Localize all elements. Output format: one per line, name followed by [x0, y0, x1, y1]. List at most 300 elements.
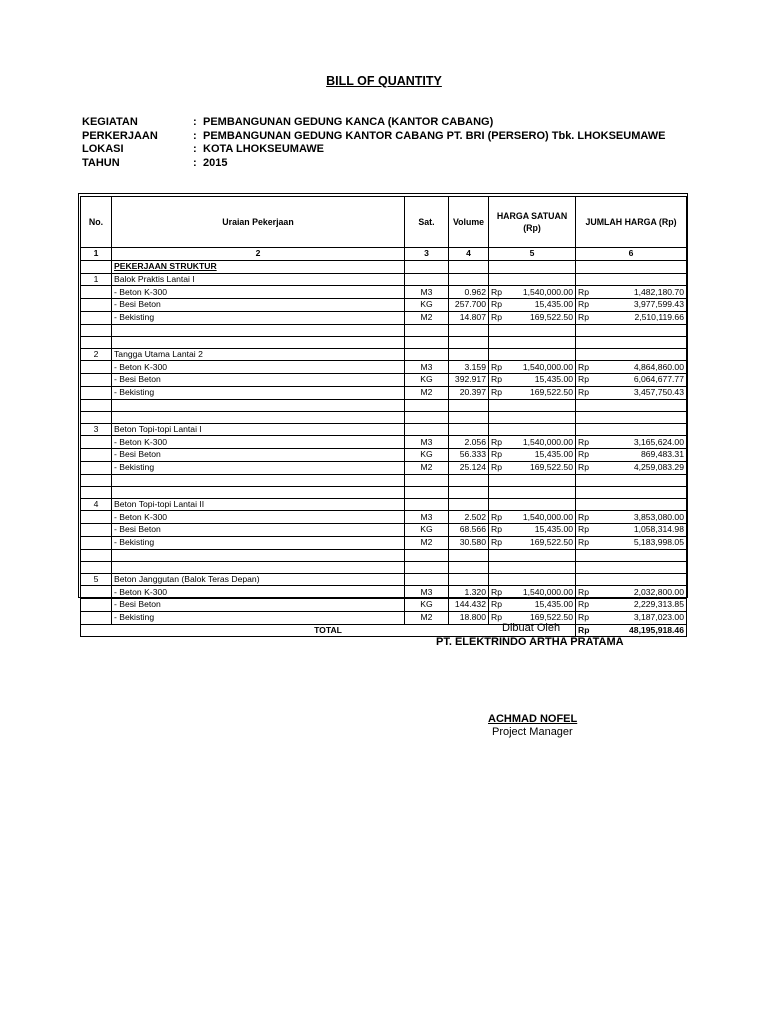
meta-value: PEMBANGUNAN GEDUNG KANCA (KANTOR CABANG): [203, 116, 494, 128]
item-unit: M3: [405, 586, 449, 599]
meta-row-lokasi: [82, 143, 665, 157]
item-unit-price: 169,522.50: [506, 536, 576, 549]
document-title: BILL OF QUANTITY: [326, 74, 442, 88]
empty-cell: [81, 561, 112, 573]
price-currency: Rp: [489, 386, 506, 399]
table-row: [81, 286, 687, 299]
item-unit: M3: [405, 361, 449, 374]
total-currency: Rp: [576, 311, 592, 324]
col-number: 5: [489, 248, 576, 261]
empty-cell: [506, 474, 576, 486]
empty-cell: [506, 348, 576, 361]
spacer-row: [81, 324, 687, 336]
empty-cell: [81, 374, 112, 387]
empty-cell: [506, 549, 576, 561]
empty-cell: [592, 260, 687, 273]
item-description: - Bekisting: [112, 461, 405, 474]
header-harga-line1: HARGA SATUAN: [496, 211, 568, 221]
item-description: - Beton K-300: [112, 436, 405, 449]
empty-cell: [81, 361, 112, 374]
price-currency: Rp: [489, 299, 506, 312]
table-row: [81, 386, 687, 399]
meta-row-tahun: [82, 157, 665, 171]
price-currency: Rp: [489, 461, 506, 474]
empty-cell: [576, 423, 592, 436]
group-number: 2: [81, 348, 112, 361]
group-name: Beton Topi-topi Lantai I: [112, 423, 405, 436]
empty-cell: [576, 399, 592, 411]
item-total-price: 1,482,180.70: [592, 286, 687, 299]
empty-cell: [81, 411, 112, 423]
item-unit-price: 169,522.50: [506, 611, 576, 624]
col-number: 3: [405, 248, 449, 261]
item-description: - Bekisting: [112, 536, 405, 549]
item-description: - Bekisting: [112, 611, 405, 624]
item-volume: 144.432: [449, 599, 489, 612]
empty-cell: [576, 411, 592, 423]
table-row: [81, 436, 687, 449]
table-row: [81, 536, 687, 549]
empty-cell: [449, 498, 489, 511]
total-currency: Rp: [576, 624, 592, 636]
empty-cell: [81, 399, 112, 411]
group-number: 5: [81, 573, 112, 586]
empty-cell: [489, 573, 506, 586]
item-description: - Besi Beton: [112, 524, 405, 537]
item-description: - Besi Beton: [112, 449, 405, 462]
group-number: 1: [81, 273, 112, 286]
item-description: - Besi Beton: [112, 374, 405, 387]
item-unit-price: 169,522.50: [506, 386, 576, 399]
item-unit: M2: [405, 536, 449, 549]
empty-cell: [489, 348, 506, 361]
empty-cell: [405, 561, 449, 573]
empty-cell: [112, 561, 405, 573]
meta-value: PEMBANGUNAN GEDUNG KANTOR CABANG PT. BRI (PERSERO) Tbk. LHOKSEUMAWE: [203, 129, 666, 142]
item-unit-price: 169,522.50: [506, 461, 576, 474]
item-unit: KG: [405, 299, 449, 312]
grand-total-value: 48,195,918.46: [592, 624, 687, 636]
total-currency: Rp: [576, 361, 592, 374]
table-row: [81, 511, 687, 524]
empty-cell: [112, 411, 405, 423]
group-header-row: [81, 348, 687, 361]
total-currency: Rp: [576, 511, 592, 524]
item-total-price: 869,483.31: [592, 449, 687, 462]
spacer-row: [81, 411, 687, 423]
item-unit-price: 15,435.00: [506, 599, 576, 612]
item-unit: M3: [405, 286, 449, 299]
empty-cell: [405, 399, 449, 411]
empty-cell: [506, 336, 576, 348]
spacer-row: [81, 549, 687, 561]
table-row: [81, 361, 687, 374]
total-currency: Rp: [576, 524, 592, 537]
item-total-price: 1,058,314.98: [592, 524, 687, 537]
item-unit-price: 169,522.50: [506, 311, 576, 324]
empty-cell: [449, 486, 489, 498]
spacer-row: [81, 474, 687, 486]
empty-cell: [112, 336, 405, 348]
price-currency: Rp: [489, 586, 506, 599]
company-name: PT. ELEKTRINDO ARTHA PRATAMA: [436, 636, 624, 648]
meta-separator: :: [193, 116, 197, 128]
item-volume: 20.397: [449, 386, 489, 399]
group-header-row: [81, 423, 687, 436]
header-jumlah-harga: JUMLAH HARGA (Rp): [576, 197, 687, 248]
empty-cell: [592, 348, 687, 361]
empty-cell: [405, 549, 449, 561]
empty-cell: [576, 348, 592, 361]
header-harga-satuan: [489, 197, 576, 248]
empty-cell: [576, 474, 592, 486]
empty-cell: [592, 336, 687, 348]
item-description: - Bekisting: [112, 386, 405, 399]
total-currency: Rp: [576, 611, 592, 624]
empty-cell: [449, 411, 489, 423]
item-unit-price: 1,540,000.00: [506, 511, 576, 524]
table-row: [81, 311, 687, 324]
item-unit-price: 15,435.00: [506, 374, 576, 387]
header-no: No.: [81, 197, 112, 248]
col-number: 4: [449, 248, 489, 261]
empty-cell: [489, 411, 506, 423]
item-unit: KG: [405, 599, 449, 612]
meta-separator: :: [193, 129, 197, 142]
group-header-row: [81, 498, 687, 511]
meta-label: TAHUN: [82, 156, 120, 169]
empty-cell: [81, 486, 112, 498]
item-total-price: 2,510,119.66: [592, 311, 687, 324]
empty-cell: [81, 511, 112, 524]
item-total-price: 4,259,083.29: [592, 461, 687, 474]
meta-value: KOTA LHOKSEUMAWE: [203, 143, 324, 155]
empty-cell: [449, 573, 489, 586]
signatory-role: Project Manager: [492, 726, 573, 738]
empty-cell: [81, 611, 112, 624]
table-row: [81, 599, 687, 612]
price-currency: Rp: [489, 361, 506, 374]
empty-cell: [592, 486, 687, 498]
empty-cell: [405, 486, 449, 498]
empty-cell: [112, 399, 405, 411]
empty-cell: [405, 348, 449, 361]
price-currency: Rp: [489, 524, 506, 537]
empty-cell: [81, 536, 112, 549]
item-total-price: 2,032,800.00: [592, 586, 687, 599]
empty-cell: [506, 411, 576, 423]
empty-cell: [81, 336, 112, 348]
empty-cell: [489, 260, 506, 273]
col-number: 1: [81, 248, 112, 261]
empty-cell: [405, 324, 449, 336]
empty-cell: [81, 474, 112, 486]
meta-label: LOKASI: [82, 143, 124, 155]
price-currency: Rp: [489, 536, 506, 549]
empty-cell: [81, 549, 112, 561]
item-volume: 30.580: [449, 536, 489, 549]
empty-cell: [489, 273, 506, 286]
empty-cell: [405, 336, 449, 348]
item-unit: M2: [405, 611, 449, 624]
table-row: [81, 374, 687, 387]
empty-cell: [489, 336, 506, 348]
item-unit: KG: [405, 524, 449, 537]
empty-cell: [405, 273, 449, 286]
meta-row-perkerjaan: [82, 130, 665, 144]
item-description: - Beton K-300: [112, 511, 405, 524]
empty-cell: [489, 486, 506, 498]
empty-cell: [592, 498, 687, 511]
group-number: 4: [81, 498, 112, 511]
spacer-row: [81, 486, 687, 498]
item-unit-price: 15,435.00: [506, 299, 576, 312]
empty-cell: [576, 498, 592, 511]
spacer-row: [81, 561, 687, 573]
empty-cell: [405, 474, 449, 486]
item-unit: M2: [405, 386, 449, 399]
spacer-row: [81, 399, 687, 411]
empty-cell: [592, 474, 687, 486]
empty-cell: [449, 399, 489, 411]
item-total-price: 6,064,677.77: [592, 374, 687, 387]
empty-cell: [81, 461, 112, 474]
total-currency: Rp: [576, 299, 592, 312]
empty-cell: [449, 273, 489, 286]
header-sat: Sat.: [405, 197, 449, 248]
total-currency: Rp: [576, 286, 592, 299]
item-volume: 68.566: [449, 524, 489, 537]
empty-cell: [506, 486, 576, 498]
empty-cell: [81, 324, 112, 336]
price-currency: Rp: [489, 449, 506, 462]
empty-cell: [449, 336, 489, 348]
empty-cell: [592, 273, 687, 286]
empty-cell: [81, 311, 112, 324]
empty-cell: [592, 423, 687, 436]
empty-cell: [489, 549, 506, 561]
price-currency: Rp: [489, 436, 506, 449]
total-currency: Rp: [576, 599, 592, 612]
item-total-price: 4,864,860.00: [592, 361, 687, 374]
empty-cell: [576, 549, 592, 561]
total-currency: Rp: [576, 586, 592, 599]
item-unit: M3: [405, 436, 449, 449]
empty-cell: [449, 324, 489, 336]
item-unit-price: 15,435.00: [506, 524, 576, 537]
item-description: - Beton K-300: [112, 361, 405, 374]
empty-cell: [592, 561, 687, 573]
group-name: Beton Topi-topi Lantai II: [112, 498, 405, 511]
empty-cell: [592, 411, 687, 423]
empty-cell: [506, 260, 576, 273]
empty-cell: [449, 549, 489, 561]
item-total-price: 5,183,998.05: [592, 536, 687, 549]
item-volume: 1.320: [449, 586, 489, 599]
empty-cell: [489, 399, 506, 411]
item-unit-price: 1,540,000.00: [506, 286, 576, 299]
empty-cell: [576, 273, 592, 286]
price-currency: Rp: [489, 611, 506, 624]
empty-cell: [81, 260, 112, 273]
item-description: - Besi Beton: [112, 299, 405, 312]
empty-cell: [576, 486, 592, 498]
item-description: - Bekisting: [112, 311, 405, 324]
empty-cell: [489, 498, 506, 511]
price-currency: Rp: [489, 286, 506, 299]
item-unit: M3: [405, 511, 449, 524]
empty-cell: [112, 474, 405, 486]
meta-row-kegiatan: [82, 116, 665, 130]
price-currency: Rp: [489, 311, 506, 324]
empty-cell: [112, 324, 405, 336]
header-uraian: Uraian Pekerjaan: [112, 197, 405, 248]
item-volume: 392.917: [449, 374, 489, 387]
meta-value: 2015: [203, 156, 228, 169]
meta-label: KEGIATAN: [82, 116, 138, 128]
empty-cell: [489, 423, 506, 436]
col-number: 6: [576, 248, 687, 261]
table-row: [81, 461, 687, 474]
empty-cell: [592, 549, 687, 561]
item-volume: 18.800: [449, 611, 489, 624]
item-volume: 257.700: [449, 299, 489, 312]
total-currency: Rp: [576, 436, 592, 449]
empty-cell: [112, 549, 405, 561]
boq-table: [80, 196, 687, 637]
empty-cell: [506, 324, 576, 336]
header-volume: Volume: [449, 197, 489, 248]
empty-cell: [592, 399, 687, 411]
empty-cell: [81, 599, 112, 612]
empty-cell: [576, 336, 592, 348]
empty-cell: [405, 498, 449, 511]
group-header-row: [81, 273, 687, 286]
empty-cell: [489, 561, 506, 573]
item-total-price: 2,229,313.85: [592, 599, 687, 612]
empty-cell: [112, 486, 405, 498]
table-row: [81, 449, 687, 462]
section-title-row: [81, 260, 687, 273]
empty-cell: [405, 573, 449, 586]
price-currency: Rp: [489, 511, 506, 524]
item-unit-price: 1,540,000.00: [506, 361, 576, 374]
empty-cell: [506, 498, 576, 511]
item-volume: 3.159: [449, 361, 489, 374]
empty-cell: [576, 573, 592, 586]
column-number-row: [81, 248, 687, 261]
meta-separator: :: [193, 156, 197, 169]
empty-cell: [506, 423, 576, 436]
item-volume: 14.807: [449, 311, 489, 324]
group-name: Beton Janggutan (Balok Teras Depan): [112, 573, 405, 586]
empty-cell: [405, 423, 449, 436]
group-header-row: [81, 573, 687, 586]
empty-cell: [576, 260, 592, 273]
empty-cell: [449, 348, 489, 361]
empty-cell: [576, 561, 592, 573]
header-harga-line2: (Rp): [523, 223, 541, 233]
empty-cell: [81, 286, 112, 299]
empty-cell: [506, 273, 576, 286]
item-unit: M2: [405, 311, 449, 324]
group-name: Balok Praktis Lantai I: [112, 273, 405, 286]
item-unit-price: 1,540,000.00: [506, 586, 576, 599]
total-row: [81, 624, 687, 636]
table-row: [81, 586, 687, 599]
group-number: 3: [81, 423, 112, 436]
empty-cell: [506, 573, 576, 586]
signatory-name: ACHMAD NOFEL: [488, 713, 578, 725]
item-unit: M2: [405, 461, 449, 474]
empty-cell: [449, 260, 489, 273]
total-label: TOTAL: [81, 624, 576, 636]
empty-cell: [81, 524, 112, 537]
price-currency: Rp: [489, 599, 506, 612]
empty-cell: [489, 474, 506, 486]
item-volume: 2.056: [449, 436, 489, 449]
total-currency: Rp: [576, 374, 592, 387]
empty-cell: [81, 299, 112, 312]
empty-cell: [81, 586, 112, 599]
item-total-price: 3,853,080.00: [592, 511, 687, 524]
item-description: - Besi Beton: [112, 599, 405, 612]
total-currency: Rp: [576, 461, 592, 474]
price-currency: Rp: [489, 374, 506, 387]
total-currency: Rp: [576, 449, 592, 462]
empty-cell: [449, 561, 489, 573]
empty-cell: [405, 260, 449, 273]
empty-cell: [506, 399, 576, 411]
item-description: - Beton K-300: [112, 286, 405, 299]
empty-cell: [449, 474, 489, 486]
empty-cell: [576, 324, 592, 336]
item-total-price: 3,977,599.43: [592, 299, 687, 312]
table-row: [81, 299, 687, 312]
item-unit: KG: [405, 449, 449, 462]
empty-cell: [449, 423, 489, 436]
made-by-label: Dibuat Oleh: [502, 622, 561, 634]
meta-label: PERKERJAAN: [82, 129, 158, 142]
empty-cell: [81, 436, 112, 449]
table-row: [81, 524, 687, 537]
item-unit-price: 1,540,000.00: [506, 436, 576, 449]
empty-cell: [81, 449, 112, 462]
total-currency: Rp: [576, 386, 592, 399]
empty-cell: [506, 561, 576, 573]
item-total-price: 3,457,750.43: [592, 386, 687, 399]
section-title: PEKERJAAN STRUKTUR: [112, 260, 405, 273]
spacer-row: [81, 336, 687, 348]
col-number: 2: [112, 248, 405, 261]
table-row: [81, 611, 687, 624]
empty-cell: [81, 386, 112, 399]
item-total-price: 3,187,023.00: [592, 611, 687, 624]
item-volume: 0.962: [449, 286, 489, 299]
empty-cell: [592, 324, 687, 336]
item-description: - Beton K-300: [112, 586, 405, 599]
item-volume: 25.124: [449, 461, 489, 474]
meta-separator: :: [193, 143, 197, 155]
empty-cell: [489, 324, 506, 336]
group-name: Tangga Utama Lantai 2: [112, 348, 405, 361]
empty-cell: [592, 573, 687, 586]
item-volume: 56.333: [449, 449, 489, 462]
item-volume: 2.502: [449, 511, 489, 524]
project-info: [82, 116, 665, 170]
empty-cell: [405, 411, 449, 423]
total-currency: Rp: [576, 536, 592, 549]
